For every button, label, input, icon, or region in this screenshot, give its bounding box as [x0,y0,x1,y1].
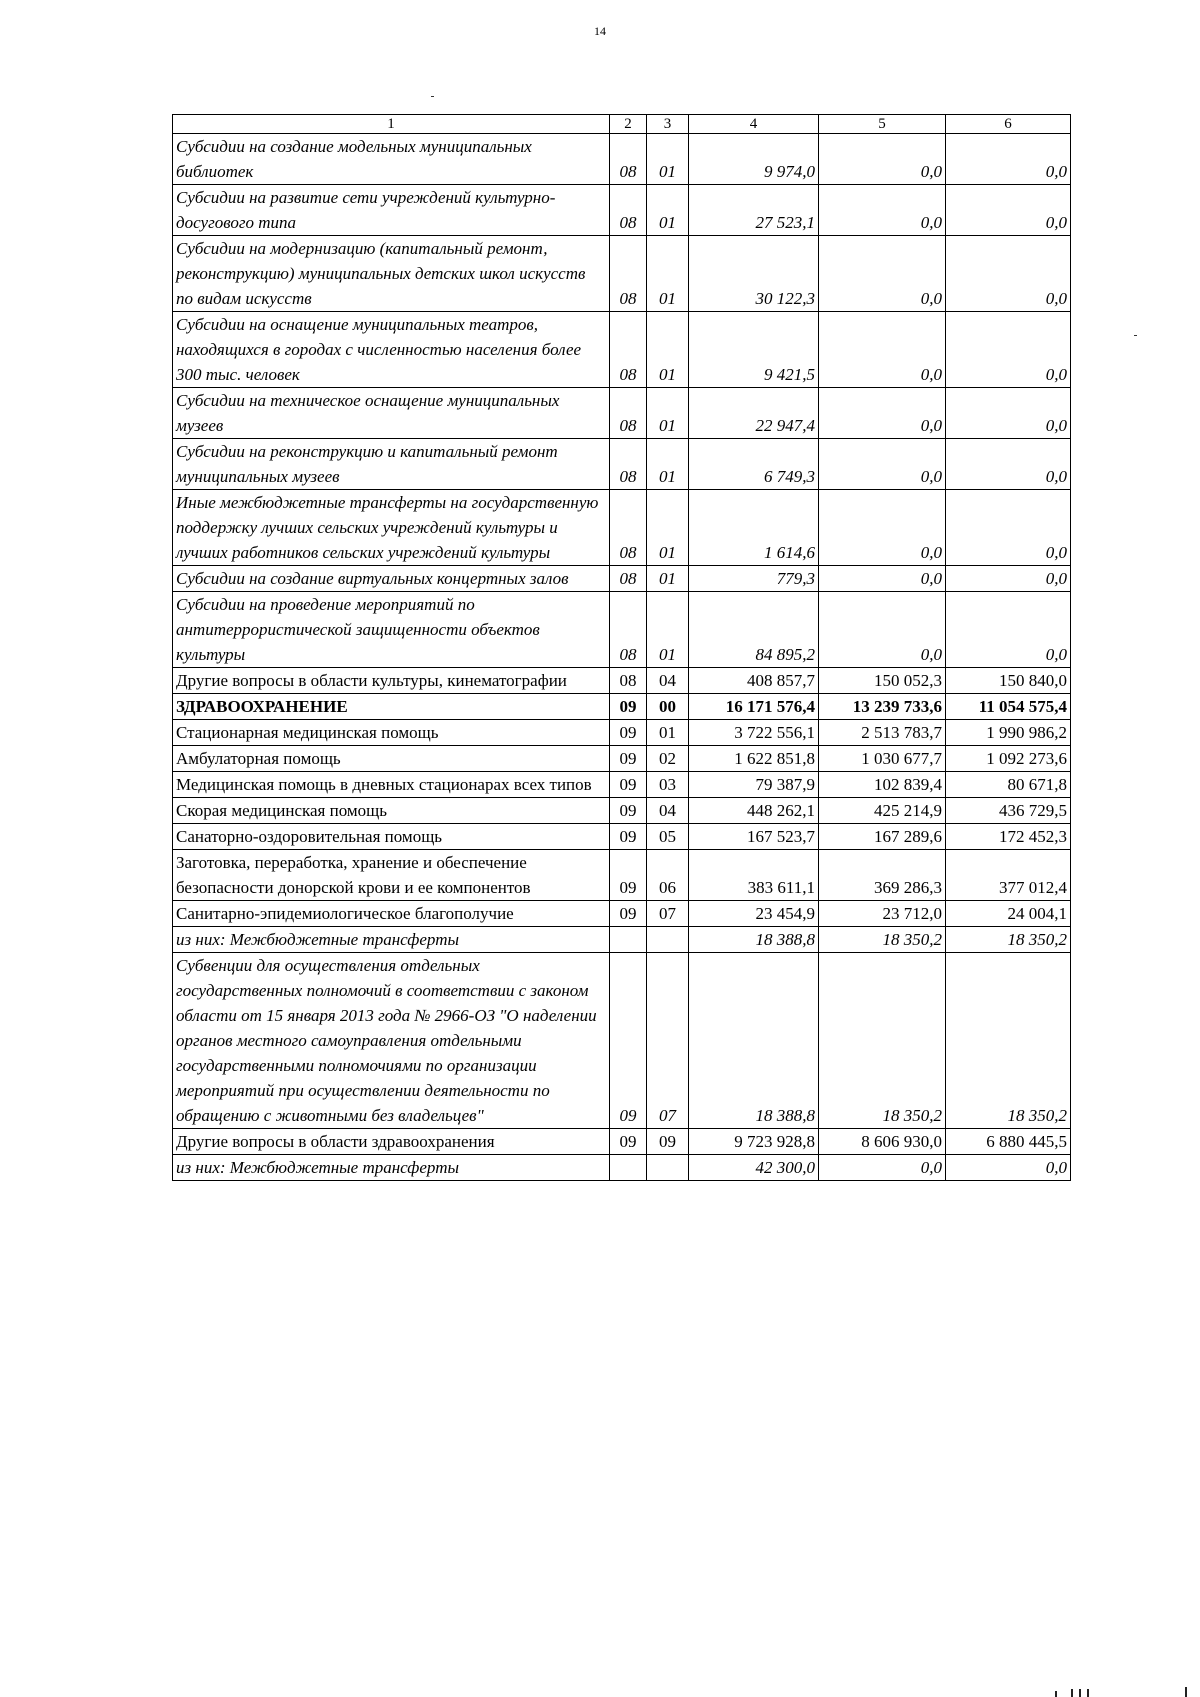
row-value-col6: 0,0 [946,134,1071,185]
row-subsection-code: 09 [647,1129,689,1155]
row-section-code: 08 [610,185,647,236]
row-section-code: 08 [610,312,647,388]
header-cell-5: 5 [819,115,946,134]
row-name: Субсидии на создание модельных муниципальных библиотек [173,134,610,185]
row-section-code: 09 [610,953,647,1129]
row-value-col5: 369 286,3 [819,850,946,901]
row-name: Заготовка, переработка, хранение и обеспечение безопасности донорской крови и ее компонентов [173,850,610,901]
row-value-col6: 377 012,4 [946,850,1071,901]
row-subsection-code: 02 [647,746,689,772]
row-section-code: 09 [610,694,647,720]
row-value-col4: 9 723 928,8 [689,1129,819,1155]
row-value-col5: 8 606 930,0 [819,1129,946,1155]
row-name: из них: Межбюджетные трансферты [173,1155,610,1181]
row-subsection-code: 01 [647,236,689,312]
table-row [173,953,1071,1129]
row-subsection-code: 01 [647,185,689,236]
table-row [173,798,1071,824]
row-value-col6: 80 671,8 [946,772,1071,798]
row-subsection-code: 01 [647,490,689,566]
table-row [173,1155,1071,1181]
row-value-col4: 30 122,3 [689,236,819,312]
row-value-col5: 0,0 [819,388,946,439]
table-row [173,746,1071,772]
row-subsection-code [647,927,689,953]
row-value-col4: 383 611,1 [689,850,819,901]
row-value-col4: 79 387,9 [689,772,819,798]
row-name: Медицинская помощь в дневных стационарах всех типов [173,772,610,798]
row-value-col5: 0,0 [819,592,946,668]
row-value-col6: 18 350,2 [946,953,1071,1129]
row-name: Субсидии на реконструкцию и капитальный ремонт муниципальных музеев [173,439,610,490]
row-value-col6: 0,0 [946,592,1071,668]
row-subsection-code: 03 [647,772,689,798]
row-subsection-code: 06 [647,850,689,901]
header-cell-6: 6 [946,115,1071,134]
row-name: Другие вопросы в области здравоохранения [173,1129,610,1155]
row-value-col6: 436 729,5 [946,798,1071,824]
row-value-col5: 0,0 [819,1155,946,1181]
table-row [173,694,1071,720]
row-value-col5: 18 350,2 [819,927,946,953]
row-value-col5: 167 289,6 [819,824,946,850]
row-name: Субсидии на проведение мероприятий по антитеррористической защищенности объектов культуры [173,592,610,668]
row-subsection-code: 01 [647,720,689,746]
row-value-col4: 42 300,0 [689,1155,819,1181]
row-subsection-code: 07 [647,953,689,1129]
row-value-col5: 0,0 [819,439,946,490]
row-value-col5: 425 214,9 [819,798,946,824]
row-value-col4: 18 388,8 [689,953,819,1129]
row-value-col6: 0,0 [946,490,1071,566]
row-value-col6: 1 092 273,6 [946,746,1071,772]
row-subsection-code: 00 [647,694,689,720]
row-value-col4: 448 262,1 [689,798,819,824]
row-value-col6: 0,0 [946,185,1071,236]
row-section-code: 08 [610,439,647,490]
row-name: Субсидии на оснащение муниципальных театров, находящихся в городах с численностью населения более 300 тыс. человек [173,312,610,388]
row-value-col6: 0,0 [946,236,1071,312]
header-cell-2: 2 [610,115,647,134]
row-value-col5: 1 030 677,7 [819,746,946,772]
row-value-col4: 6 749,3 [689,439,819,490]
row-value-col5: 0,0 [819,185,946,236]
row-section-code: 08 [610,236,647,312]
table-row [173,901,1071,927]
header-cell-4: 4 [689,115,819,134]
row-name: Субсидии на создание виртуальных концертных залов [173,566,610,592]
row-section-code: 09 [610,850,647,901]
row-name: Скорая медицинская помощь [173,798,610,824]
table-header-row [173,115,1071,134]
table-row [173,668,1071,694]
row-value-col5: 0,0 [819,134,946,185]
row-subsection-code: 04 [647,798,689,824]
row-subsection-code: 01 [647,566,689,592]
row-value-col4: 84 895,2 [689,592,819,668]
row-subsection-code: 01 [647,312,689,388]
table-row [173,850,1071,901]
row-value-col6: 18 350,2 [946,927,1071,953]
row-value-col5: 150 052,3 [819,668,946,694]
row-section-code: 09 [610,824,647,850]
row-name: Субсидии на развитие сети учреждений культурно-досугового типа [173,185,610,236]
scan-artifact [1134,335,1137,336]
row-value-col6: 0,0 [946,566,1071,592]
row-value-col6: 0,0 [946,1155,1071,1181]
table-row [173,772,1071,798]
row-value-col4: 167 523,7 [689,824,819,850]
row-value-col6: 0,0 [946,439,1071,490]
row-name: Санитарно-эпидемиологическое благополучие [173,901,610,927]
row-value-col6: 6 880 445,5 [946,1129,1071,1155]
row-value-col5: 13 239 733,6 [819,694,946,720]
row-value-col4: 16 171 576,4 [689,694,819,720]
row-section-code [610,927,647,953]
row-name: Амбулаторная помощь [173,746,610,772]
row-value-col5: 0,0 [819,236,946,312]
row-subsection-code: 04 [647,668,689,694]
budget-table-body [173,115,1071,1181]
row-value-col5: 2 513 783,7 [819,720,946,746]
table-row [173,236,1071,312]
header-cell-1: 1 [173,115,610,134]
row-section-code: 09 [610,772,647,798]
row-value-col5: 0,0 [819,312,946,388]
page-number: 14 [594,24,606,38]
row-section-code: 08 [610,566,647,592]
row-section-code: 09 [610,720,647,746]
row-section-code: 09 [610,1129,647,1155]
row-value-col4: 1 622 851,8 [689,746,819,772]
row-name: Стационарная медицинская помощь [173,720,610,746]
row-value-col6: 0,0 [946,312,1071,388]
row-value-col4: 27 523,1 [689,185,819,236]
row-name: Субвенции для осуществления отдельных государственных полномочий в соответствии с законом области от 15 января 2013 года № 2966-ОЗ "О наделении органов местного самоуправления отдельными государственными полномочиями по организации мероприятий при осуществлении деятельности по обращению с животными без владельцев" [173,953,610,1129]
row-section-code: 08 [610,134,647,185]
row-section-code: 09 [610,901,647,927]
row-subsection-code: 01 [647,439,689,490]
row-value-col4: 9 974,0 [689,134,819,185]
table-row [173,134,1071,185]
row-value-col5: 0,0 [819,490,946,566]
row-name: Другие вопросы в области культуры, кинематографии [173,668,610,694]
row-section-code: 08 [610,388,647,439]
row-value-col4: 9 421,5 [689,312,819,388]
row-name: из них: Межбюджетные трансферты [173,927,610,953]
row-section-code: 08 [610,490,647,566]
row-value-col6: 150 840,0 [946,668,1071,694]
row-value-col4: 408 857,7 [689,668,819,694]
table-row [173,312,1071,388]
scan-artifact [431,96,434,97]
table-row [173,1129,1071,1155]
row-section-code: 08 [610,592,647,668]
row-subsection-code: 01 [647,134,689,185]
row-value-col6: 0,0 [946,388,1071,439]
row-subsection-code: 01 [647,592,689,668]
table-row [173,439,1071,490]
table-row [173,566,1071,592]
row-section-code: 09 [610,798,647,824]
row-section-code: 09 [610,746,647,772]
table-row [173,185,1071,236]
row-name: Санаторно-оздоровительная помощь [173,824,610,850]
row-value-col4: 18 388,8 [689,927,819,953]
row-name: Иные межбюджетные трансферты на государственную поддержку лучших сельских учреждений культуры и лучших работников сельских учреждений культуры [173,490,610,566]
row-value-col6: 172 452,3 [946,824,1071,850]
row-value-col6: 11 054 575,4 [946,694,1071,720]
scan-artifact-marks [1045,1687,1195,1697]
table-row [173,388,1071,439]
row-name: ЗДРАВООХРАНЕНИЕ [173,694,610,720]
row-value-col6: 1 990 986,2 [946,720,1071,746]
row-value-col4: 1 614,6 [689,490,819,566]
row-subsection-code: 05 [647,824,689,850]
row-value-col4: 779,3 [689,566,819,592]
row-subsection-code: 01 [647,388,689,439]
row-value-col4: 23 454,9 [689,901,819,927]
row-name: Субсидии на техническое оснащение муниципальных музеев [173,388,610,439]
table-row [173,824,1071,850]
row-name: Субсидии на модернизацию (капитальный ремонт, реконструкцию) муниципальных детских школ искусств по видам искусств [173,236,610,312]
row-value-col5: 18 350,2 [819,953,946,1129]
row-value-col5: 102 839,4 [819,772,946,798]
row-value-col6: 24 004,1 [946,901,1071,927]
table-row [173,592,1071,668]
row-value-col5: 23 712,0 [819,901,946,927]
budget-table [172,114,1071,1181]
row-section-code [610,1155,647,1181]
table-row [173,927,1071,953]
row-value-col5: 0,0 [819,566,946,592]
table-row [173,490,1071,566]
header-cell-3: 3 [647,115,689,134]
row-value-col4: 3 722 556,1 [689,720,819,746]
table-row [173,720,1071,746]
row-subsection-code: 07 [647,901,689,927]
row-section-code: 08 [610,668,647,694]
row-value-col4: 22 947,4 [689,388,819,439]
row-subsection-code [647,1155,689,1181]
